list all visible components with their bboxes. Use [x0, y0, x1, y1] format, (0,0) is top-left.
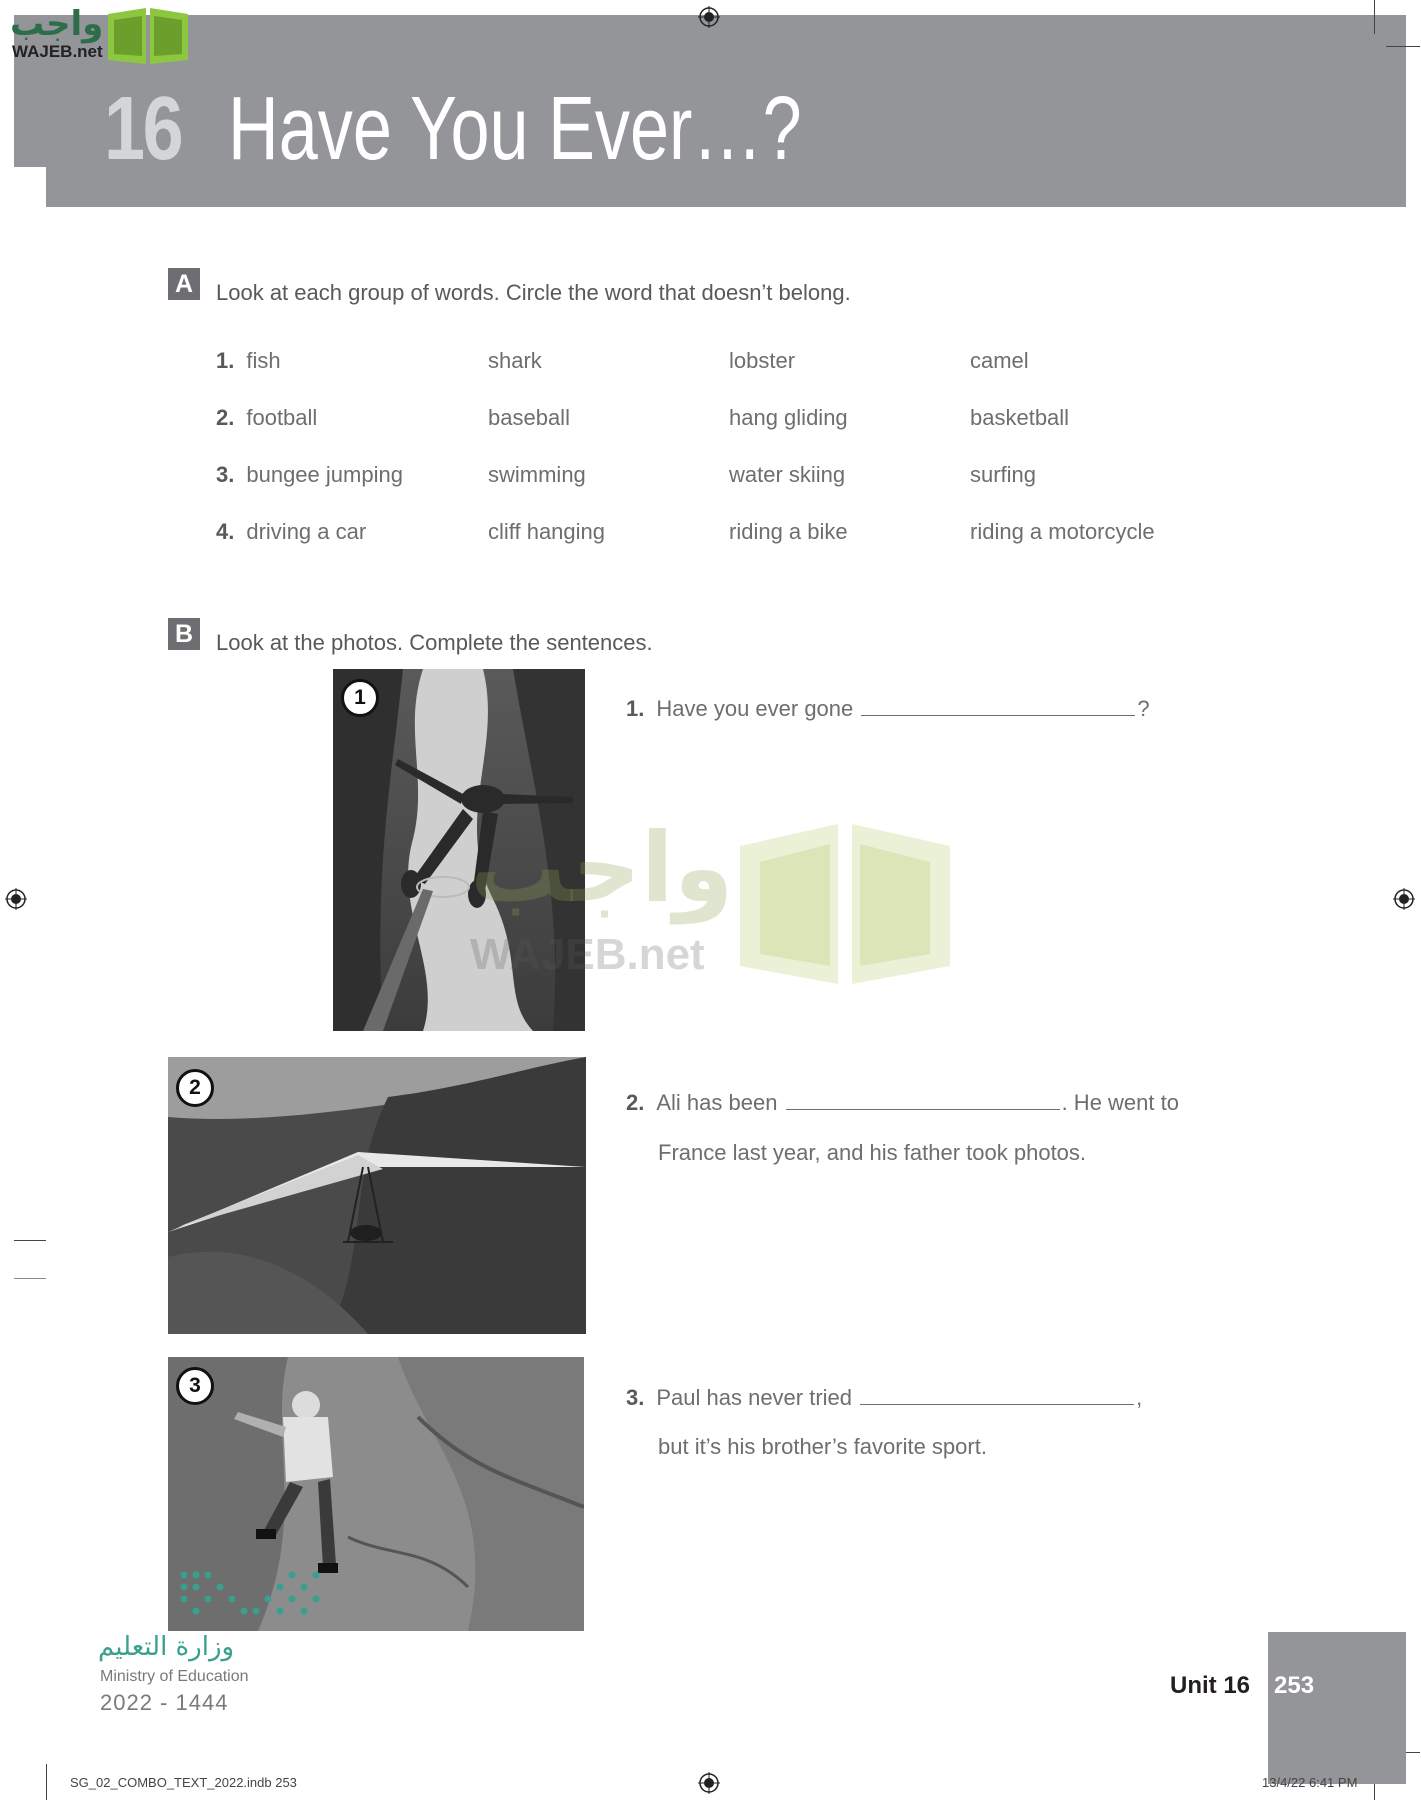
word-row-4-col-1[interactable]: 4. driving a car	[216, 519, 367, 544]
section-a-instruction: Look at each group of words. Circle the word that doesn’t belong.	[216, 280, 851, 305]
sentence-2-line-2: France last year, and his father took photos.	[658, 1140, 1087, 1165]
answer-blank-1[interactable]	[861, 697, 1135, 716]
word-row-2-col-3[interactable]: hang gliding	[729, 405, 848, 430]
registration-mark-icon	[698, 1772, 720, 1794]
sentence-3-line-2: but it’s his brother’s favorite sport.	[658, 1434, 987, 1459]
wajeb-logo-latin: WAJEB.net	[12, 42, 103, 61]
print-slug-date: 13/4/22 6:41 PM	[1262, 1775, 1358, 1790]
word-row-1-col-2[interactable]: shark	[488, 348, 542, 373]
page-number-box	[1268, 1632, 1406, 1784]
photo-number: 3	[176, 1367, 214, 1405]
word-row-2-col-1[interactable]: 2. football	[216, 405, 318, 430]
section-b-badge: B	[168, 618, 200, 650]
hang-gliding-photo	[168, 1057, 586, 1334]
word-row-3-col-4[interactable]: surfing	[970, 462, 1037, 487]
word-row-3-col-2[interactable]: swimming	[488, 462, 586, 487]
word-row-4-col-2[interactable]: cliff hanging	[488, 519, 606, 544]
ministry-dots-icon	[176, 1567, 336, 1623]
item-number: 1.	[216, 348, 235, 373]
word-row-2-col-4[interactable]: basketball	[970, 405, 1070, 430]
word-row-3-col-1[interactable]: 3. bungee jumping	[216, 462, 403, 487]
photo-number: 2	[176, 1069, 214, 1107]
item-number: 3.	[626, 1385, 645, 1410]
page-title: Have You Ever…?	[228, 79, 802, 179]
sentence-3: 3. Paul has never tried ,	[626, 1385, 1143, 1410]
item-number: 4.	[216, 519, 235, 544]
registration-mark-icon	[698, 6, 720, 28]
registration-mark-icon	[5, 888, 27, 910]
item-number: 2.	[626, 1090, 645, 1115]
rock-climbing-photo	[168, 1357, 584, 1631]
item-number: 1.	[626, 696, 645, 721]
watermark-arabic: واجب	[470, 812, 734, 924]
watermark-latin: WAJEB.net	[470, 930, 705, 979]
registration-mark-icon	[1393, 888, 1415, 910]
item-number: 3.	[216, 462, 235, 487]
ministry-name-english: Ministry of Education	[100, 1668, 249, 1685]
watermark-book-icon	[734, 816, 956, 984]
book-logo-icon	[106, 6, 190, 66]
section-a-badge: A	[168, 268, 200, 300]
word-row-1-col-4[interactable]: camel	[970, 348, 1029, 373]
word-row-1-col-3[interactable]: lobster	[729, 348, 796, 373]
photo-number: 1	[341, 679, 379, 717]
item-number: 2.	[216, 405, 235, 430]
edition-year: 2022 - 1444	[100, 1690, 229, 1715]
crop-mark	[1374, 0, 1375, 34]
answer-blank-2[interactable]	[786, 1091, 1060, 1110]
crop-mark	[46, 1764, 47, 1800]
section-b-instruction: Look at the photos. Complete the sentences.	[216, 630, 653, 655]
sentence-2: 2. Ali has been . He went to	[626, 1090, 1179, 1115]
word-row-1-col-1[interactable]: 1. fish	[216, 348, 281, 373]
word-row-3-col-3[interactable]: water skiing	[729, 462, 846, 487]
word-row-4-col-4[interactable]: riding a motorcycle	[970, 519, 1155, 544]
ministry-name-arabic: وزارة التعليم	[98, 1632, 235, 1662]
crop-mark	[1386, 46, 1420, 47]
answer-blank-3[interactable]	[860, 1386, 1134, 1405]
sentence-1: 1. Have you ever gone ?	[626, 696, 1150, 721]
word-row-2-col-2[interactable]: baseball	[488, 405, 570, 430]
unit-number: 16	[104, 79, 182, 179]
wajeb-logo-arabic: واجب	[10, 4, 104, 44]
crop-mark	[14, 1240, 46, 1241]
crop-mark	[14, 1278, 46, 1279]
print-slug-file: SG_02_COMBO_TEXT_2022.indb 253	[70, 1775, 297, 1790]
unit-label: Unit 16	[1170, 1672, 1251, 1699]
page-number: 253	[1274, 1672, 1315, 1699]
word-row-4-col-3[interactable]: riding a bike	[729, 519, 848, 544]
